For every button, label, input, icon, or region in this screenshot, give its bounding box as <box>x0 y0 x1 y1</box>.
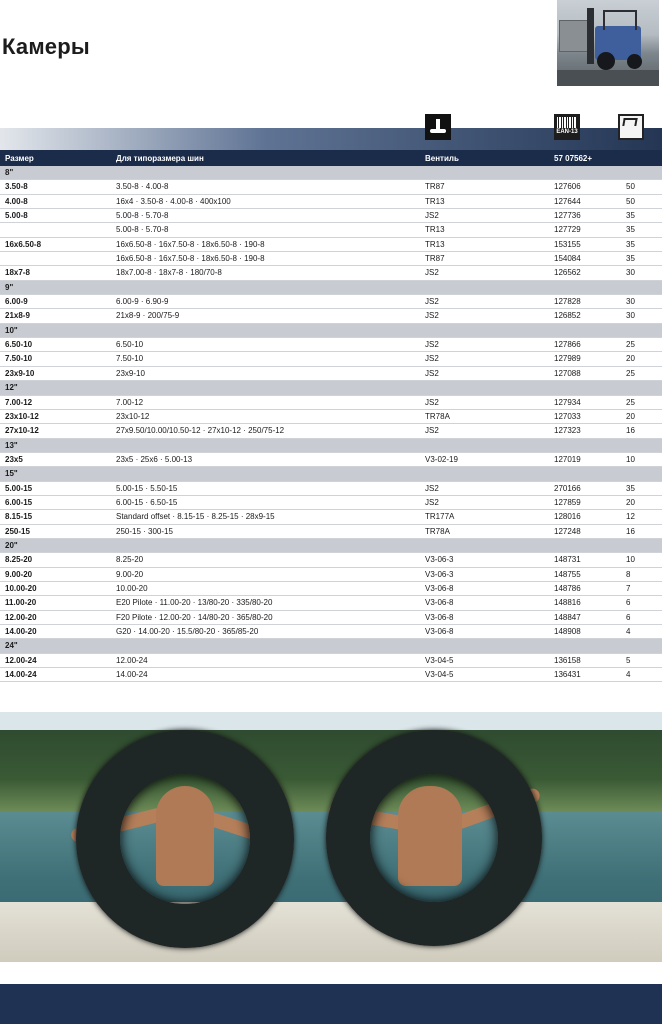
barcode-icon <box>554 114 580 140</box>
valve-cell: JS2 <box>425 426 439 436</box>
group-row <box>0 166 662 180</box>
valve-cell: V3-06-3 <box>425 555 454 565</box>
header-fitment: Для типоразмера шин <box>116 154 204 163</box>
fitment-cell: 23x5 · 25x6 · 5.00-13 <box>116 454 193 464</box>
table-row <box>0 582 662 596</box>
pack-qty-cell: 10 <box>626 454 635 464</box>
fitment-cell: 5.00-8 · 5.70-8 <box>116 225 169 235</box>
fitment-cell: 6.50-10 <box>116 340 144 350</box>
fitment-cell: Standard offset · 8.15-15 · 8.25-15 · 28x9-15 <box>116 512 275 522</box>
valve-cell: V3-06-3 <box>425 569 454 579</box>
size-cell: 14.00-20 <box>5 627 37 636</box>
ean-cell: 136158 <box>554 655 581 665</box>
table-row <box>0 654 662 668</box>
valve-cell: JS2 <box>425 483 439 493</box>
group-label: 12" <box>5 383 18 393</box>
table-row <box>0 568 662 582</box>
pack-qty-cell: 50 <box>626 196 635 206</box>
pack-qty-cell: 35 <box>626 225 635 235</box>
ean-cell: 128016 <box>554 512 581 522</box>
valve-cell: JS2 <box>425 397 439 407</box>
valve-cell: TR87 <box>425 254 445 264</box>
group-label: 13" <box>5 440 18 450</box>
group-label: 9" <box>5 282 14 292</box>
size-cell: 27x10-12 <box>5 426 39 436</box>
size-cell: 7.50-10 <box>5 354 33 364</box>
table-row <box>0 209 662 223</box>
table-row <box>0 410 662 424</box>
group-label: 15" <box>5 469 18 479</box>
fitment-cell: 14.00-24 <box>116 670 148 680</box>
group-label: 20" <box>5 540 18 550</box>
size-cell: 4.00-8 <box>5 196 28 206</box>
ean-cell: 126852 <box>554 311 581 321</box>
forklift-photo <box>557 0 659 86</box>
ean-cell: 148908 <box>554 627 581 636</box>
size-cell: 23x9-10 <box>5 368 35 378</box>
valve-cell: TR13 <box>425 196 445 206</box>
size-cell: 11.00-20 <box>5 598 37 608</box>
ean-cell: 154084 <box>554 254 581 264</box>
valve-cell: V3-04-5 <box>425 670 454 680</box>
size-cell: 6.00-9 <box>5 297 28 307</box>
footer-band <box>0 984 662 1024</box>
size-cell: 23x10-12 <box>5 411 39 421</box>
pack-qty-cell: 35 <box>626 239 635 249</box>
size-cell: 250-15 <box>5 526 30 536</box>
valve-icon <box>425 114 451 140</box>
group-label: 10" <box>5 325 18 335</box>
fitment-cell: 12.00-24 <box>116 655 148 665</box>
inner-tube-photo <box>0 712 662 962</box>
fitment-cell: 10.00-20 <box>116 583 148 593</box>
valve-cell: V3-06-8 <box>425 598 454 608</box>
valve-cell: JS2 <box>425 211 439 221</box>
ean-cell: 127606 <box>554 182 581 192</box>
valve-cell: TR13 <box>425 225 445 235</box>
valve-cell: TR87 <box>425 182 445 192</box>
ean-cell: 127019 <box>554 454 581 464</box>
valve-cell: TR78A <box>425 411 450 421</box>
size-cell: 5.00-8 <box>5 211 28 221</box>
table-row <box>0 668 662 682</box>
ean-label: EAN-13 <box>556 129 578 135</box>
pack-qty-cell: 20 <box>626 411 635 421</box>
size-cell: 9.00-20 <box>5 569 33 579</box>
group-row <box>0 281 662 295</box>
valve-cell: JS2 <box>425 497 439 507</box>
size-cell: 8.15-15 <box>5 512 33 522</box>
tube-table <box>0 166 662 682</box>
table-row <box>0 367 662 381</box>
header-valve: Вентиль <box>425 154 459 163</box>
ean-cell: 127859 <box>554 497 581 507</box>
ean-cell: 153155 <box>554 239 581 249</box>
header-size: Размер <box>5 154 34 163</box>
valve-cell: V3-06-8 <box>425 612 454 622</box>
size-cell: 10.00-20 <box>5 583 37 593</box>
table-row <box>0 180 662 194</box>
fitment-cell: 16x6.50-8 · 16x7.50-8 · 18x6.50-8 · 190-8 <box>116 239 265 249</box>
page-title: Камеры <box>2 34 90 59</box>
pack-qty-cell: 30 <box>626 268 635 278</box>
table-row <box>0 338 662 352</box>
valve-cell: TR78A <box>425 526 450 536</box>
ean-cell: 127934 <box>554 397 581 407</box>
header-ean: 57 07562+ <box>554 154 593 163</box>
valve-cell: TR13 <box>425 239 445 249</box>
pack-qty-cell: 25 <box>626 397 635 407</box>
size-cell: 7.00-12 <box>5 397 33 407</box>
fitment-cell: 23x9-10 <box>116 368 145 378</box>
pack-qty-cell: 8 <box>626 569 631 579</box>
fitment-cell: 5.00-15 · 5.50-15 <box>116 483 178 493</box>
fitment-cell: 16x6.50-8 · 16x7.50-8 · 18x6.50-8 · 190-8 <box>116 254 265 264</box>
size-cell: 8.25-20 <box>5 555 33 565</box>
table-row <box>0 295 662 309</box>
group-row <box>0 467 662 481</box>
ean-cell: 127866 <box>554 340 581 350</box>
table-row <box>0 424 662 438</box>
ean-cell: 127248 <box>554 526 581 536</box>
fitment-cell: 16x4 · 3.50-8 · 4.00-8 · 400x100 <box>116 196 231 206</box>
pack-qty-cell: 12 <box>626 512 635 522</box>
fitment-cell: 21x8-9 · 200/75-9 <box>116 311 180 321</box>
table-row <box>0 223 662 237</box>
size-cell: 3.50-8 <box>5 182 28 192</box>
pack-qty-cell: 6 <box>626 612 631 622</box>
group-label: 8" <box>5 168 14 177</box>
fitment-cell: 250-15 · 300-15 <box>116 526 173 536</box>
pack-qty-cell: 16 <box>626 526 635 536</box>
size-cell: 6.50-10 <box>5 340 33 350</box>
ean-cell: 148786 <box>554 583 581 593</box>
fitment-cell: F20 Pilote · 12.00-20 · 14/80-20 · 365/80-20 <box>116 612 273 622</box>
pack-qty-cell: 20 <box>626 354 635 364</box>
size-cell: 12.00-24 <box>5 655 37 665</box>
table-row <box>0 453 662 467</box>
table-row <box>0 238 662 252</box>
pack-qty-cell: 20 <box>626 497 635 507</box>
table-row <box>0 611 662 625</box>
valve-cell: TR177A <box>425 512 455 522</box>
fitment-cell: 7.50-10 <box>116 354 144 364</box>
table-row <box>0 596 662 610</box>
valve-cell: JS2 <box>425 368 439 378</box>
size-cell: 12.00-20 <box>5 612 37 622</box>
size-cell: 18x7-8 <box>5 268 30 278</box>
pack-qty-cell: 6 <box>626 598 631 608</box>
ean-cell: 126562 <box>554 268 581 278</box>
fitment-cell: G20 · 14.00-20 · 15.5/80-20 · 365/85-20 <box>116 627 259 636</box>
table-row <box>0 195 662 209</box>
pack-qty-cell: 7 <box>626 583 631 593</box>
size-cell: 6.00-15 <box>5 497 33 507</box>
fitment-cell: 7.00-12 <box>116 397 144 407</box>
group-row <box>0 381 662 395</box>
fitment-cell: 23x10-12 <box>116 411 150 421</box>
group-row <box>0 639 662 653</box>
table-row <box>0 352 662 366</box>
ean-cell: 127323 <box>554 426 581 436</box>
fitment-cell: 3.50-8 · 4.00-8 <box>116 182 169 192</box>
table-row <box>0 510 662 524</box>
package-icon <box>618 114 644 140</box>
table-row <box>0 309 662 323</box>
table-row <box>0 396 662 410</box>
valve-cell: JS2 <box>425 268 439 278</box>
ean-cell: 127088 <box>554 368 581 378</box>
ean-cell: 148816 <box>554 598 581 608</box>
valve-cell: JS2 <box>425 354 439 364</box>
pack-qty-cell: 5 <box>626 655 631 665</box>
pack-qty-cell: 25 <box>626 340 635 350</box>
pack-qty-cell: 16 <box>626 426 635 436</box>
group-label: 24" <box>5 641 18 651</box>
table-row <box>0 266 662 280</box>
valve-cell: V3-06-8 <box>425 583 454 593</box>
fitment-cell: 27x9.50/10.00/10.50-12 · 27x10-12 · 250/75-12 <box>116 426 285 436</box>
ean-cell: 148731 <box>554 555 581 565</box>
fitment-cell: E20 Pilote · 11.00-20 · 13/80-20 · 335/80-20 <box>116 598 273 608</box>
ean-cell: 127736 <box>554 211 581 221</box>
valve-cell: V3-02-19 <box>425 454 458 464</box>
pack-qty-cell: 10 <box>626 555 635 565</box>
pack-qty-cell: 35 <box>626 483 635 493</box>
table-row <box>0 525 662 539</box>
ean-cell: 127729 <box>554 225 581 235</box>
pack-qty-cell: 4 <box>626 670 631 680</box>
table-row <box>0 625 662 639</box>
table-row <box>0 553 662 567</box>
valve-cell: JS2 <box>425 340 439 350</box>
ean-cell: 127033 <box>554 411 581 421</box>
fitment-cell: 6.00-15 · 6.50-15 <box>116 497 178 507</box>
pack-qty-cell: 50 <box>626 182 635 192</box>
valve-cell: V3-04-5 <box>425 655 454 665</box>
size-cell: 14.00-24 <box>5 670 37 680</box>
size-cell: 16x6.50-8 <box>5 239 42 249</box>
table-row <box>0 496 662 510</box>
ean-cell: 127989 <box>554 354 581 364</box>
pack-qty-cell: 30 <box>626 297 635 307</box>
pack-qty-cell: 30 <box>626 311 635 321</box>
ean-cell: 136431 <box>554 670 581 680</box>
fitment-cell: 6.00-9 · 6.90-9 <box>116 297 169 307</box>
column-headers <box>0 150 662 166</box>
ean-cell: 148755 <box>554 569 581 579</box>
group-row <box>0 439 662 453</box>
ean-cell: 148847 <box>554 612 581 622</box>
ean-cell: 270166 <box>554 483 581 493</box>
pack-qty-cell: 35 <box>626 211 635 221</box>
size-cell: 23x5 <box>5 454 23 464</box>
pack-qty-cell: 35 <box>626 254 635 264</box>
pack-qty-cell: 4 <box>626 627 631 636</box>
size-cell: 21x8-9 <box>5 311 30 321</box>
group-row <box>0 324 662 338</box>
ean-cell: 127644 <box>554 196 581 206</box>
valve-cell: V3-06-8 <box>425 627 454 636</box>
fitment-cell: 9.00-20 <box>116 569 144 579</box>
fitment-cell: 18x7.00-8 · 18x7-8 · 180/70-8 <box>116 268 222 278</box>
valve-cell: JS2 <box>425 297 439 307</box>
pack-qty-cell: 25 <box>626 368 635 378</box>
valve-cell: JS2 <box>425 311 439 321</box>
fitment-cell: 8.25-20 <box>116 555 144 565</box>
group-row <box>0 539 662 553</box>
fitment-cell: 5.00-8 · 5.70-8 <box>116 211 169 221</box>
table-row <box>0 252 662 266</box>
ean-cell: 127828 <box>554 297 581 307</box>
table-row <box>0 482 662 496</box>
size-cell: 5.00-15 <box>5 483 33 493</box>
